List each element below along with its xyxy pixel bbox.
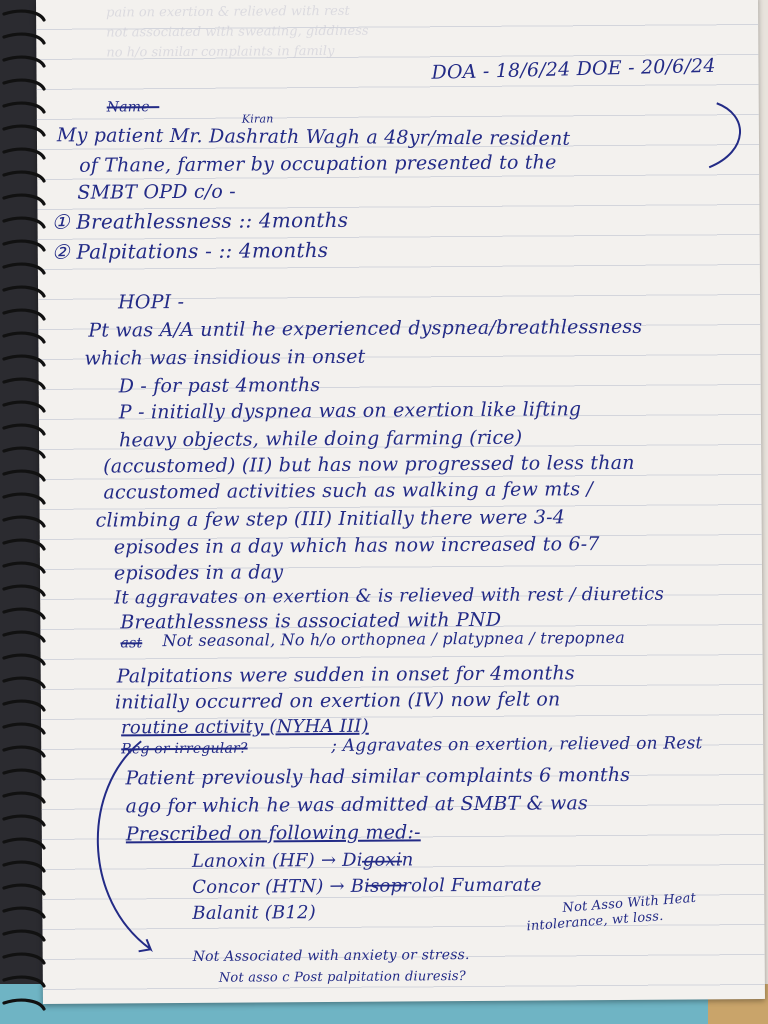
medication-2: Concor (HTN) → Bisoprolol Fumarate	[192, 874, 542, 898]
medication-3: Balanit (B12)	[192, 902, 316, 924]
spiral-ring	[4, 264, 44, 273]
spiral-ring	[4, 747, 44, 756]
medication-1: Lanoxin (HF) → Digoxin	[191, 849, 414, 872]
spiral-ring	[4, 448, 44, 457]
hopi-line-11: It aggravates on exertion & is relieved with rest / diuretics	[114, 583, 665, 609]
spiral-ring	[4, 11, 44, 20]
hopi-line-2: which was insidious in onset	[84, 345, 366, 370]
struck-question: Reg or irregular?	[121, 740, 248, 758]
spiral-ring	[4, 379, 44, 388]
hopi-line-5: heavy objects, while doing farming (rice)	[118, 426, 523, 452]
hopi-line-10: episodes in a day	[113, 561, 284, 585]
spiral-ring	[4, 310, 44, 319]
spiral-ring	[4, 954, 44, 963]
struck-word: ast	[120, 635, 143, 652]
notebook-page	[36, 0, 765, 1004]
palpitation-line-3: routine activity (NYHA III)	[121, 715, 369, 739]
footer-note-2: Not asso c Post palpitation diuresis?	[218, 969, 467, 986]
spiral-ring	[4, 241, 44, 250]
hopi-line-1: Pt was A/A until he experienced dyspnea/breathlessness	[88, 315, 643, 342]
spiral-ring	[4, 678, 44, 687]
hopi-line-12: Breathlessness is associated with PND	[120, 608, 502, 634]
complaint-2: ② Palpitations - :: 4months	[51, 237, 329, 264]
spiral-binding	[0, 0, 48, 1024]
spiral-ring	[4, 103, 44, 112]
spiral-ring	[4, 793, 44, 802]
spiral-ring	[4, 80, 44, 89]
spiral-ring	[4, 149, 44, 158]
bracket-stroke	[709, 103, 741, 167]
spiral-ring	[4, 977, 44, 986]
spiral-ring	[4, 34, 44, 43]
spiral-ring	[4, 517, 44, 526]
footer-note-1: Not Associated with anxiety or stress.	[192, 946, 470, 965]
name-label: Name -	[106, 99, 160, 116]
spiral-ring	[4, 333, 44, 342]
annotation-strokes	[36, 0, 765, 1004]
hopi-line-13: Not seasonal, No h/o orthopnea / platypnea / trepopnea	[162, 627, 626, 651]
hopi-line-9: episodes in a day which has now increased to 6-7	[113, 533, 600, 559]
patient-intro-line-1: My patient Mr. Dashrath Wagh a 48yr/male resident	[56, 124, 571, 150]
spiral-ring	[4, 862, 44, 871]
spiral-ring	[4, 494, 44, 503]
spiral-ring	[4, 195, 44, 204]
note-heat-1: Not Asso With Heat	[561, 890, 697, 916]
spiral-ring	[4, 1000, 44, 1009]
note-heat-2: intolerance, wt loss.	[526, 908, 664, 935]
spiral-ring	[4, 816, 44, 825]
history-line-3: Prescribed on following med:-	[125, 821, 421, 846]
hopi-line-7: accustomed activities such as walking a few mts /	[103, 478, 594, 504]
inserted-name: Kiran	[241, 112, 274, 126]
spiral-ring	[4, 632, 44, 641]
spiral-ring	[4, 126, 44, 135]
spiral-ring	[4, 402, 44, 411]
hopi-line-3: D - for past 4months	[118, 374, 321, 398]
patient-intro-line-2: of Thane, farmer by occupation presented to the	[79, 151, 557, 177]
hopi-line-8: climbing a few step (III) Initially there were 3-4	[95, 506, 566, 532]
spiral-ring	[4, 655, 44, 664]
spiral-ring	[4, 724, 44, 733]
spiral-ring	[4, 57, 44, 66]
spiral-ring	[4, 770, 44, 779]
history-line-2: ago for which he was admitted at SMBT & was	[125, 792, 589, 818]
spiral-ring	[4, 471, 44, 480]
connector-arrow	[97, 741, 151, 951]
spiral-ring	[4, 563, 44, 572]
bleed-line: pain on exertion & relieved with rest	[106, 3, 350, 21]
spiral-ring	[4, 356, 44, 365]
hopi-line-6: (accustomed) (II) but has now progressed to less than	[103, 451, 635, 478]
palpitation-aggravation: ; Aggravates on exertion, relieved on Rest	[331, 733, 703, 756]
history-line-1: Patient previously had similar complaints 6 months	[125, 763, 631, 790]
spiral-ring	[4, 586, 44, 595]
spiral-ring	[4, 540, 44, 549]
spiral-ring	[4, 218, 44, 227]
patient-intro-line-3: SMBT OPD c/o -	[77, 180, 236, 204]
bleed-line: no h/o similar complaints in family	[106, 43, 335, 61]
spiral-ring	[4, 609, 44, 618]
spiral-ring	[4, 425, 44, 434]
spiral-ring	[4, 287, 44, 296]
spiral-ring	[4, 839, 44, 848]
admission-dates: DOA - 18/6/24 DOE - 20/6/24	[431, 54, 716, 84]
spiral-ring	[4, 172, 44, 181]
spiral-ring	[4, 701, 44, 710]
palpitation-line-1: Palpitations were sudden in onset for 4months	[116, 662, 575, 688]
spiral-ring	[4, 885, 44, 894]
bleed-line: not associated with sweating, giddiness	[106, 23, 369, 41]
complaint-1: ① Breathlessness :: 4months	[51, 207, 349, 234]
spiral-ring	[4, 908, 44, 917]
spiral-ring	[4, 931, 44, 940]
hopi-heading: HOPI -	[118, 290, 185, 314]
palpitation-line-2: initially occurred on exertion (IV) now felt on	[114, 688, 561, 714]
hopi-line-4: P - initially dyspnea was on exertion like lifting	[118, 398, 582, 424]
